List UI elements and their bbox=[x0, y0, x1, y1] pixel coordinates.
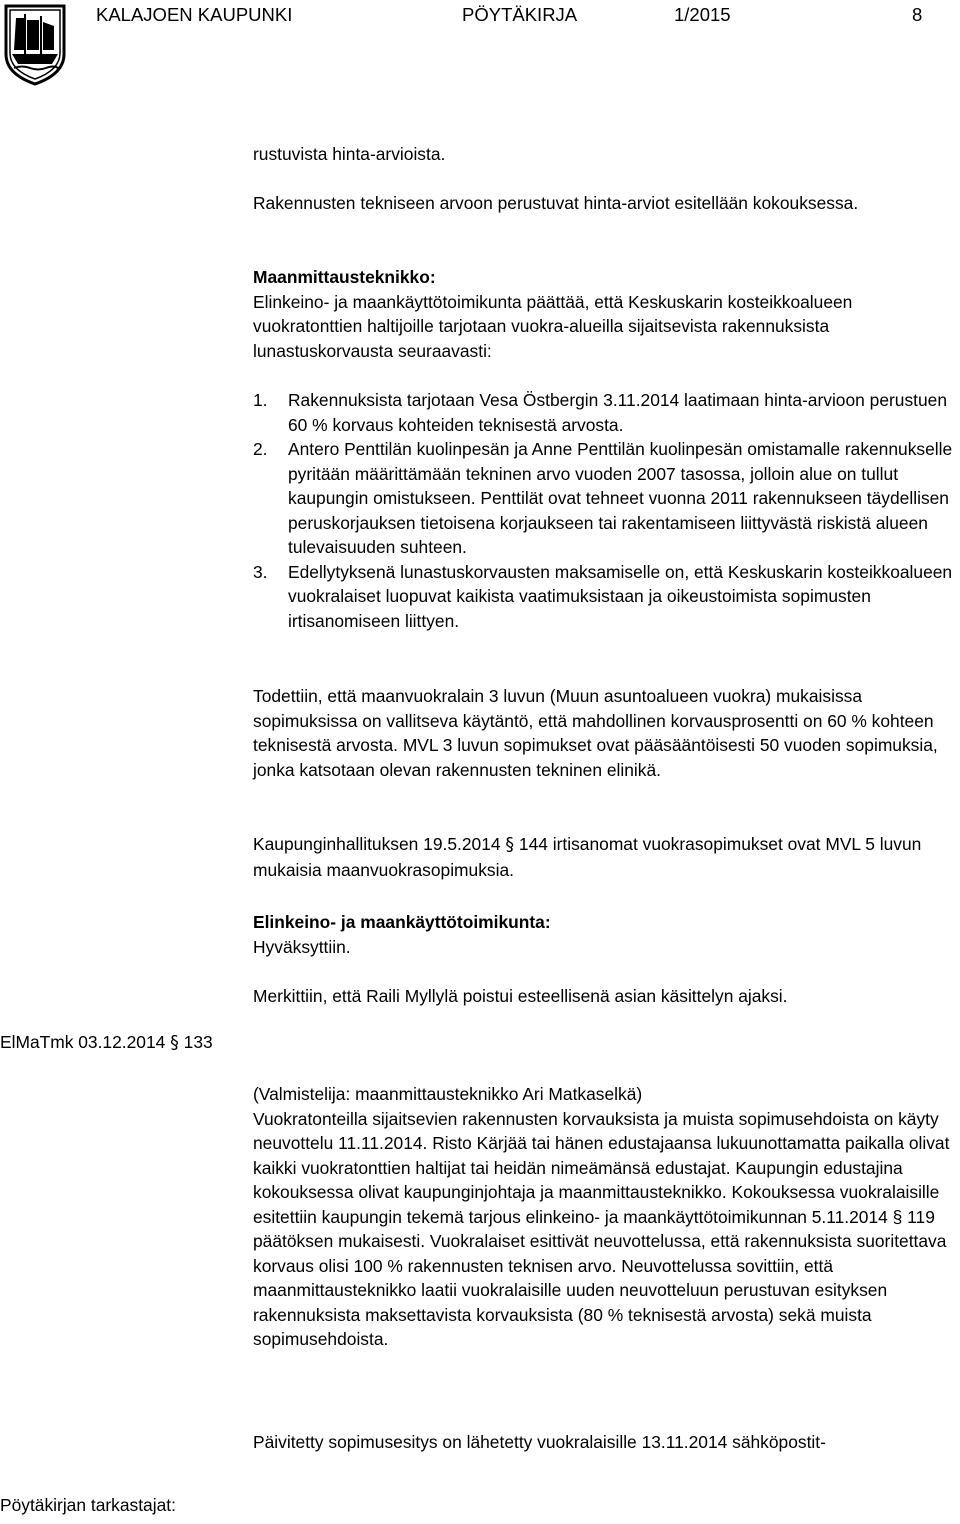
section-reference: ElMaTmk 03.12.2014 § 133 bbox=[0, 1032, 213, 1053]
preparation-block bbox=[253, 1082, 958, 1352]
noted-paragraph-2: Kaupunginhallituksen 19.5.2014 § 144 irtisanomat vuokrasopimukset ovat MVL 5 luvun mukaisia maanvuokrasopimuksia. bbox=[253, 834, 922, 880]
list-item-text: Edellytyksenä lunastuskorvausten maksamiselle on, että Keskuskarin kosteikkoalueen vuokralaiset luopuvat kaikista vaatimuksistaan ja oikeustoimista sopimusten irtisanomiseen liittyen. bbox=[288, 561, 953, 631]
section-sign: § bbox=[505, 835, 515, 855]
page-header bbox=[0, 2, 960, 26]
updated-paragraph: Päivitetty sopimusesitys on lähetetty vuokralaisille 13.11.2014 sähköpostit- bbox=[253, 1432, 826, 1452]
list-item-text: Rakennuksista tarjotaan Vesa Östbergin 3.11.2014 laatimaan hinta-arvioon perustuen 60 % korvaus kohteiden teknisestä arvosta. bbox=[288, 390, 948, 435]
header-doc-type: PÖYTÄKIRJA bbox=[462, 4, 578, 25]
recusal-note: Merkittiin, että Raili Myllylä poistui esteellisenä asian käsittelyn ajaksi. bbox=[253, 986, 788, 1006]
proposal-block bbox=[253, 265, 958, 363]
header-org: KALAJOEN KAUPUNKI bbox=[96, 4, 293, 25]
proposal-heading: Maanmittausteknikko: bbox=[253, 267, 436, 287]
intro-line-1: rustuvista hinta-arvioista. bbox=[253, 144, 446, 164]
section-sign: § bbox=[170, 1033, 179, 1053]
proposal-text: Elinkeino- ja maankäyttötoimikunta päättää, että Keskuskarin kosteikkoalueen vuokratonttien haltijoille tarjotaan vuokra-alueilla sijaitsevista rakennuksista lunastuskorvausta seuraavasti: bbox=[253, 291, 853, 361]
decision-block bbox=[253, 910, 958, 959]
list-item-number: 1. bbox=[253, 390, 268, 410]
decision-text: Hyväksyttiin. bbox=[253, 936, 351, 957]
header-doc-number: 1/2015 bbox=[674, 4, 731, 25]
list-item bbox=[253, 560, 958, 634]
list-item bbox=[253, 437, 958, 560]
list-item bbox=[253, 388, 958, 437]
header-page-number: 8 bbox=[912, 4, 923, 25]
intro-line-2: Rakennusten tekniseen arvoon perustuvat hinta-arviot esitellään kokouksessa. bbox=[253, 193, 859, 213]
preparer-line: (Valmistelija: maanmittausteknikko Ari Matkaselkä) bbox=[253, 1084, 643, 1104]
list-item-text: Antero Penttilän kuolinpesän ja Anne Penttilän kuolinpesän omistamalle rakennukselle pyritään määrittämään tekninen arvo vuoden 2007 tasossa, jolloin alue on tullut kaupungin omistukseen. Penttilät ovat tehneet vuonna 2011 rakennukseen täydellisen peruskorjauksen tietoisena korjaukseen tai rakentamiseen liittyvästä riskistä alueen tulevaisuuden suhteen. bbox=[288, 439, 953, 557]
negotiation-paragraph: Vuokratonteilla sijaitsevien rakennusten korvauksista ja muista sopimusehdoista on käyty neuvottelu 11.11.2014. Risto Kärjää tai hänen edustajaansa lukuunottamatta paikalla olivat kaikki vuokratonttien haltijat tai heidän nimeämänsä edustajat. Kaupungin edustajina kokouksessa olivat kaupunginjohtaja ja maanmittausteknikko. Kokouksessa vuokralaisille esitettiin kaupungin tekemä tarjous elinkeino- ja maankäyttötoimikunnan 5.11.2014 § 119 päätöksen mukaisesti. Vuokralaiset esittivät neuvottelussa, että rakennuksista suoritettava korvaus olisi 100 % rakennusten teknisen arvo. Neuvottelussa sovittiin, että maanmittausteknikko laatii vuokralaisille uuden neuvotteluun perustuvan esityksen rakennuksista maksettavista korvauksista (80 % teknisestä arvosta) sekä muista sopimusehdoista. bbox=[253, 1108, 950, 1349]
list-item-number: 2. bbox=[253, 439, 268, 459]
noted-paragraph-1: Todettiin, että maanvuokralain 3 luvun (Muun asuntoalueen vuokra) mukaisissa sopimuksissa on vallitseva käytäntö, että mahdollinen korvausprosentti on 60 % kohteen teknisestä arvosta. MVL 3 luvun sopimukset ovat pääsääntöisesti 50 vuoden sopimuksia, jonka katsotaan olevan rakennusten tekninen elinikä. bbox=[253, 686, 938, 780]
list-item-number: 3. bbox=[253, 561, 268, 582]
footer-reviewers-label: Pöytäkirjan tarkastajat: bbox=[0, 1495, 176, 1515]
decision-heading: Elinkeino- ja maankäyttötoimikunta: bbox=[253, 912, 551, 932]
proposal-list bbox=[253, 388, 958, 633]
